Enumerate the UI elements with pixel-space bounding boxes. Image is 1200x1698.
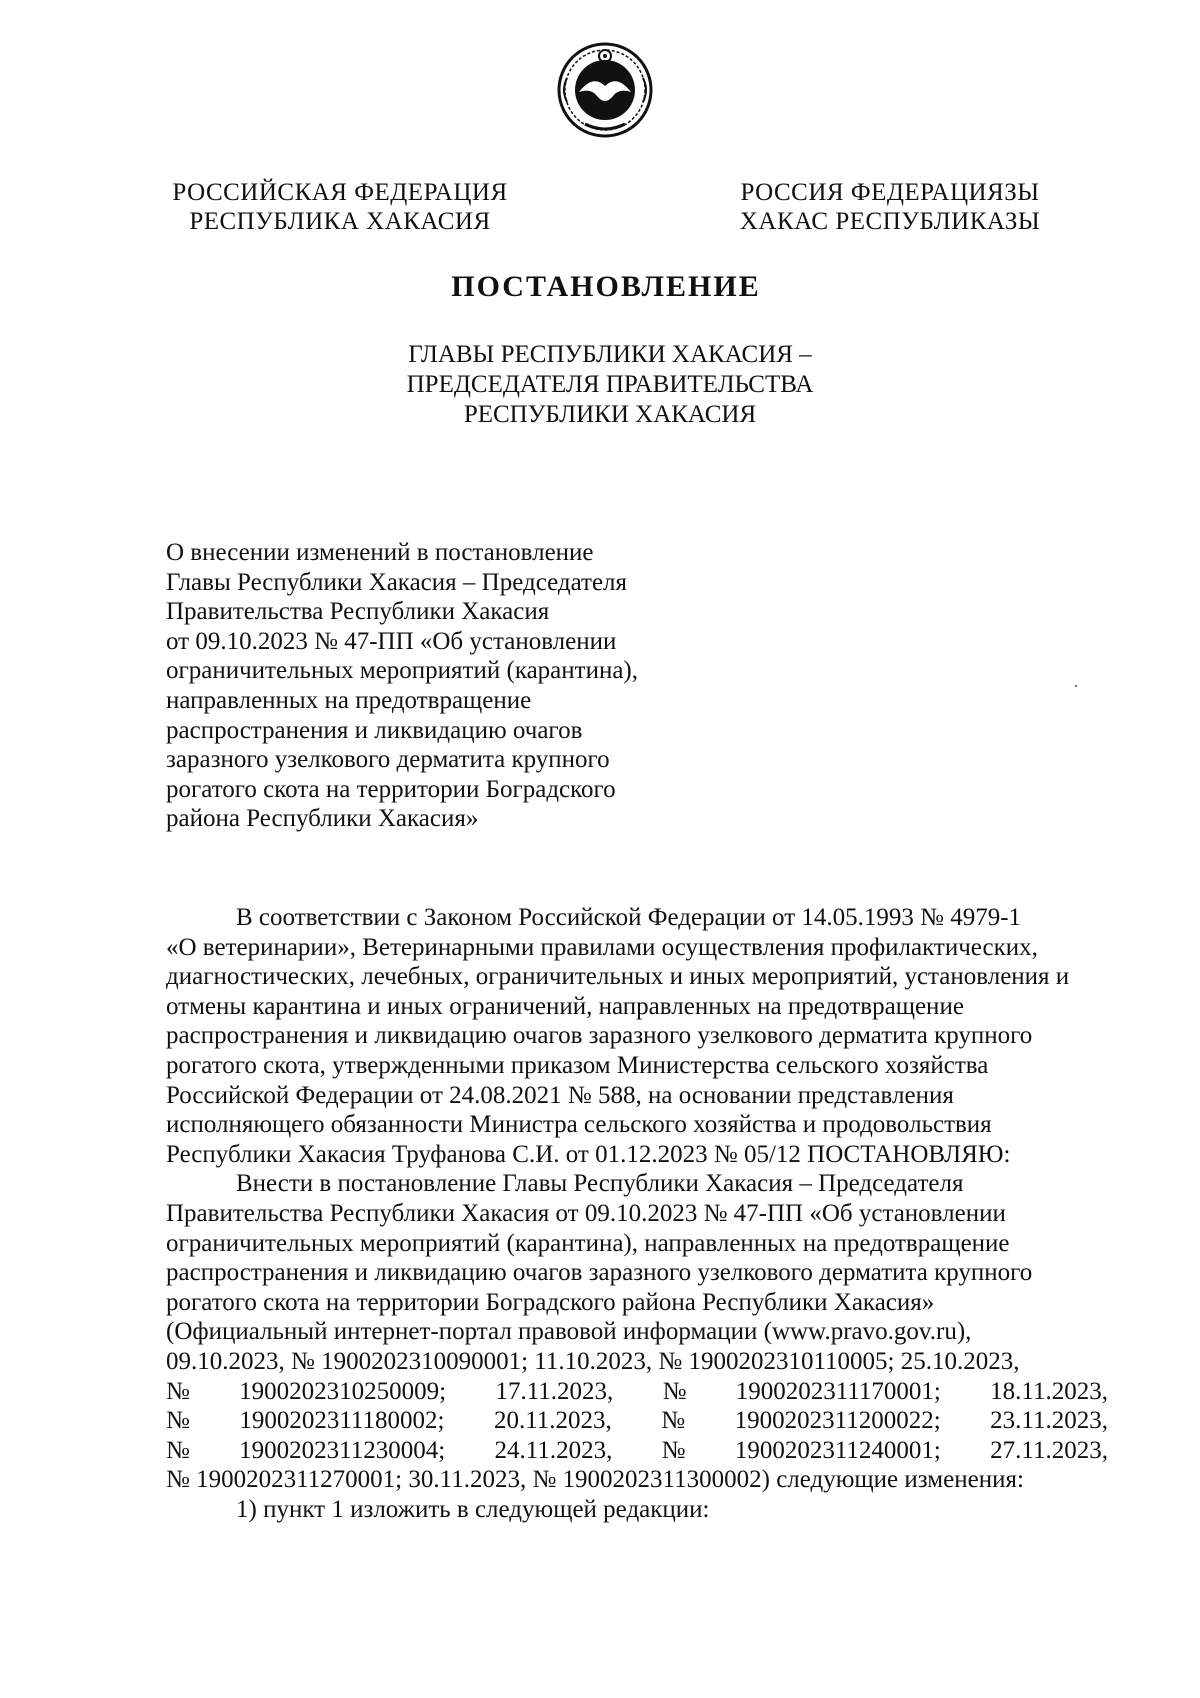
ref-cell: 1900202311180002; xyxy=(239,1407,445,1435)
ref-cell: 18.11.2023, xyxy=(990,1377,1108,1405)
ref-cell: № xyxy=(166,1436,190,1464)
about-line: О внесении изменений в постановление xyxy=(166,539,594,566)
body-line: Правительства Республики Хакасия от 09.10.2023 № 47-ПП «Об установлении xyxy=(166,1199,1006,1227)
about-line: Главы Республики Хакасия – Председателя xyxy=(166,568,628,596)
about-line: заразного узелкового дерматита крупного xyxy=(166,746,610,774)
reference-row xyxy=(166,1406,1108,1436)
body-line: исполняющего обязанности Министра сельского хозяйства и продовольствия xyxy=(166,1111,992,1139)
reference-row xyxy=(166,1377,1108,1407)
about-line: ограничительных мероприятий (карантина), xyxy=(166,657,639,685)
about-line: Правительства Республики Хакасия xyxy=(166,598,550,626)
body-line: распространения и ликвидацию очагов заразного узелкового дерматита крупного xyxy=(166,1259,1033,1287)
ref-cell: 20.11.2023, xyxy=(493,1407,612,1435)
reference-row xyxy=(166,1436,1108,1466)
body-line: Внести в постановление Главы Республики Хакасия – Председателя xyxy=(236,1170,964,1198)
document-body xyxy=(166,903,1108,1524)
body-line: Республики Хакасия Труфанова С.И. от 01.12.2023 № 05/12 ПОСТАНОВЛЯЮ: xyxy=(166,1140,1011,1168)
ref-cell: 1900202311170001; xyxy=(735,1377,941,1405)
header-left-line2: РЕСПУБЛИКА ХАКАСИЯ xyxy=(189,208,491,235)
ref-cell: 23.11.2023, xyxy=(990,1407,1108,1435)
body-line: рогатого скота, утвержденными приказом Министерства сельского хозяйства xyxy=(166,1051,989,1079)
body-line: В соответствии с Законом Российской Федерации от 14.05.1993 № 4979-1 xyxy=(236,904,1022,931)
body-line: № 1900202311270001; 30.11.2023, № 1900202311300002) следующие изменения: xyxy=(166,1466,1024,1494)
ref-cell: 1900202311230004; xyxy=(239,1436,446,1464)
body-line: отмены карантина и иных ограничений, направленных на предотвращение xyxy=(166,992,964,1020)
ref-cell: 1900202310250009; xyxy=(239,1377,447,1405)
ref-cell: 1900202311200022; xyxy=(734,1407,941,1435)
header-left-block xyxy=(170,178,510,236)
body-line: Российской Федерации от 24.08.2021 № 588, на основании представления xyxy=(166,1081,954,1109)
body-line: «О ветеринарии», Ветеринарными правилами осуществления профилактических, xyxy=(166,933,1038,961)
ref-cell: № xyxy=(166,1407,190,1435)
document-title: ПОСТАНОВЛЕНИЕ xyxy=(451,270,761,303)
subtitle-line2: ПРЕДСЕДАТЕЛЯ ПРАВИТЕЛЬСТВА xyxy=(406,371,814,398)
header-left-line1: РОССИЙСКАЯ ФЕДЕРАЦИЯ xyxy=(172,179,508,206)
subtitle-line1: ГЛАВЫ РЕСПУБЛИКИ ХАКАСИЯ – xyxy=(408,341,812,368)
ref-cell: № xyxy=(661,1436,686,1464)
about-line: района Республики Хакасия» xyxy=(166,805,479,833)
coat-of-arms-emblem xyxy=(555,38,655,142)
document-subtitle xyxy=(330,340,890,430)
body-line: рогатого скота на территории Боградского района Республики Хакасия» xyxy=(166,1288,935,1316)
subtitle-line3: РЕСПУБЛИКИ ХАКАСИЯ xyxy=(463,401,757,428)
header-right-line1: РОССИЯ ФЕДЕРАЦИЯЗЫ xyxy=(740,179,1040,206)
body-line: ограничительных мероприятий (карантина), направленных на предотвращение xyxy=(166,1229,1010,1257)
ref-cell: 1900202311240001; xyxy=(734,1436,941,1464)
ref-cell: 24.11.2023, xyxy=(494,1436,613,1464)
about-line: рогатого скота на территории Боградского xyxy=(166,775,616,803)
header-right-block xyxy=(720,178,1060,236)
ref-cell: 27.11.2023, xyxy=(990,1436,1108,1464)
body-line: (Официальный интернет-портал правовой информации (www.pravo.gov.ru), xyxy=(166,1318,972,1346)
about-line: от 09.10.2023 № 47-ПП «Об установлении xyxy=(166,627,617,655)
ref-cell: № xyxy=(662,1377,687,1405)
about-line: распространения и ликвидацию очагов xyxy=(166,716,583,744)
header-right-line2: ХАКАС РЕСПУБЛИКАЗЫ xyxy=(739,208,1041,235)
ref-cell: № xyxy=(166,1377,190,1405)
body-line: 09.10.2023, № 1900202310090001; 11.10.2023, № 1900202310110005; 25.10.2023, xyxy=(166,1347,1020,1375)
body-line: распространения и ликвидацию очагов заразного узелкового дерматита крупного xyxy=(166,1022,1033,1050)
scan-speck xyxy=(1075,685,1077,687)
item-1-line: 1) пункт 1 изложить в следующей редакции: xyxy=(236,1495,710,1523)
ref-cell: № xyxy=(661,1407,686,1435)
document-about-block xyxy=(166,538,682,834)
ref-cell: 17.11.2023, xyxy=(495,1377,614,1405)
about-line: направленных на предотвращение xyxy=(166,686,532,714)
body-line: диагностических, лечебных, ограничительных и иных мероприятий, установления и xyxy=(166,963,1070,991)
